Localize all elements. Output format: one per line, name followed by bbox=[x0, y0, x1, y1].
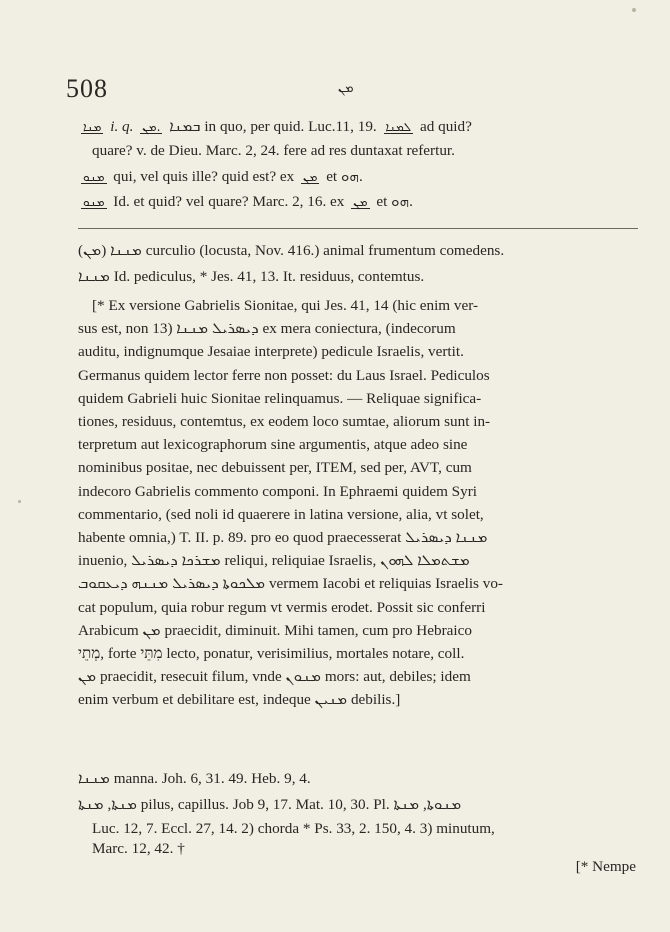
entry-pilus-2: Luc. 12, 7. Eccl. 27, 14. 2) chorda * Ps. 33, 2. 150, 4. 3) minutum, bbox=[92, 820, 495, 837]
syriac-word: ܡܢܐ bbox=[83, 120, 102, 134]
entry-line-3: ܡܢܘ qui, vel quis ille? quid est? ex ܡܢ et ܗܘ. bbox=[83, 168, 363, 185]
entry-pilus-3: Marc. 12, 42. † bbox=[92, 840, 185, 857]
entry-line-2: quare? v. de Dieu. Marc. 2, 24. fere ad res duntaxat refertur. bbox=[92, 142, 455, 159]
running-head: ܡܢ bbox=[338, 80, 354, 95]
entry-manna: ܡܢܢܐ manna. Joh. 6, 31. 49. Heb. 9, 4. bbox=[78, 770, 311, 787]
entry-line-4: ܡܢܘ Id. et quid? vel quare? Marc. 2, 16. ex ܡܢ et ܗܘ. bbox=[83, 193, 413, 210]
syriac-word: ܡܢ bbox=[353, 195, 368, 209]
syriac-word: ܡܢ bbox=[303, 170, 318, 184]
section-rule bbox=[78, 228, 638, 229]
catchword: [* Nempe bbox=[575, 858, 636, 875]
syriac-word: ܠܡܢܐ bbox=[385, 120, 412, 134]
syriac-word: ܡܢܘ bbox=[83, 195, 105, 209]
entry-curculio: (ܡܢ) ܡܢܢܐ curculio (locusta, Nov. 416.) animal frumentum comedens. bbox=[78, 242, 505, 259]
commentary-paragraph: [* Ex versione Gabrielis Sionitae, qui Jes. 41, 14 (hic enim ver- sus est, non 13) ܕܝܣܪܝܠ ܡܢܢܐ ex mera coniectura, (indecorum auditu, indignumque Jesaiae interprete) pedicule Israelis, vertit. Germanus quidem lector ferre non posset: du Laus Israel. Pediculos quidem Gabrieli huic Sionitae relinquamus. — Reliquae significa- tiones, residuus, contemtus, ex eodem loco sumtae, aliorum sunt in- terpretum aut lexicographorum sine argumentis, atque adeo sine nominibus positae, nec debuissent per, ITEM, sed per, AVT, cum indecoro Gabrielis commento componi. In Ephraemi quidem Syri commentario, (sed noli id quaerere in latina versione, alia, vt solet, habente omnia,) T. II. p. 89. pro eo quod praecesserat ܡܢܢܐ ܕܝܣܪܝܠ inuenio, ܡܫܪܟܐ ܕܝܣܪܝܠ reliqui, reliquiae Israelis, ܡܫܬܡܠܐ ܠܗܘܢ ܡܠܟܘܬܐ ܕܝܣܪܝܠ ܡܢܢܗ ܕܝܥܩܘܒ vermem Iacobi et reliquias Israelis vo- cat populum, quia robur regum vt vermis erodet. Possit sic conferri Arabicum ܡܢ praecidit, diminuit. Mihi tamen, cum pro Hebraico מְתֵי, forte מִתֵּי lecto, ponatur, verisimilius, mortales notare, coll. ܡܢ praecidit, resecuit filum, vnde ܡܢܘܢ mors: aut, debiles; idem enim verbum et debilitare est, indeque ܡܢܝܢ debilis.] bbox=[78, 297, 503, 709]
entry-line-1: ܡܢܐ i. q. ܡܢ. ܒܡܢܐ in quo, per quid. Luc.11, 19. ܠܡܢܐ ad quid? bbox=[83, 118, 472, 135]
entry-pediculus: ܡܢܢܐ Id. pediculus, * Jes. 41, 13. It. residuus, contemtus. bbox=[78, 268, 425, 285]
page-number: 508 bbox=[66, 74, 108, 103]
paper-speck bbox=[632, 8, 636, 12]
paper-speck bbox=[18, 500, 21, 503]
syriac-word: ܡܢ. bbox=[142, 120, 161, 134]
entry-pilus-1: ܡܢܬܐ, ܡܢܬܐ pilus, capillus. Job 9, 17. Mat. 10, 30. Pl. ܡܢܘܬܐ, ܡܢܬܐ bbox=[78, 796, 462, 813]
syriac-word: ܡܢܘ bbox=[83, 170, 105, 184]
